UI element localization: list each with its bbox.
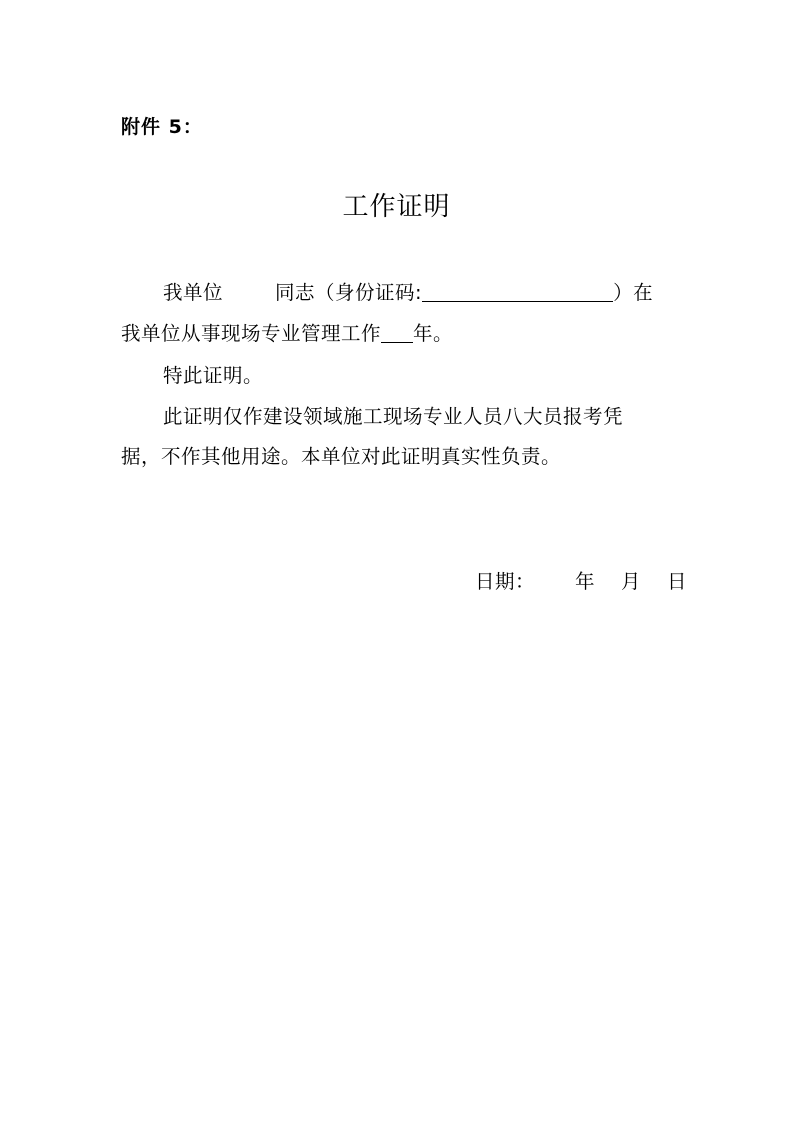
years-blank [381, 322, 413, 343]
work-duration-suffix: 年。 [413, 322, 454, 345]
id-number-blank [422, 281, 613, 302]
date-line [475, 566, 687, 594]
paragraph-1-line-2 [121, 318, 453, 346]
paragraph-1-line-1 [163, 277, 653, 305]
year-label: 年 [575, 570, 596, 593]
month-label: 月 [621, 570, 642, 593]
paragraph-3-line-1: 此证明仅作建设领域施工现场专业人员八大员报考凭 [163, 405, 624, 428]
paren-close-text: ）在 [613, 281, 654, 304]
work-duration-prefix: 我单位从事现场专业管理工作 [121, 322, 382, 345]
comrade-id-text: 同志（身份证码: [275, 281, 423, 304]
paragraph-3-line-2: 据，不作其他用途。本单位对此证明真实性负责。 [121, 445, 562, 468]
attachment-label: 附件 5： [121, 116, 203, 138]
unit-lead-text: 我单位 [163, 281, 224, 304]
date-label: 日期： [475, 570, 536, 593]
day-label: 日 [667, 570, 688, 593]
document-title: 工作证明 [342, 192, 451, 222]
paragraph-2: 特此证明。 [163, 364, 264, 387]
